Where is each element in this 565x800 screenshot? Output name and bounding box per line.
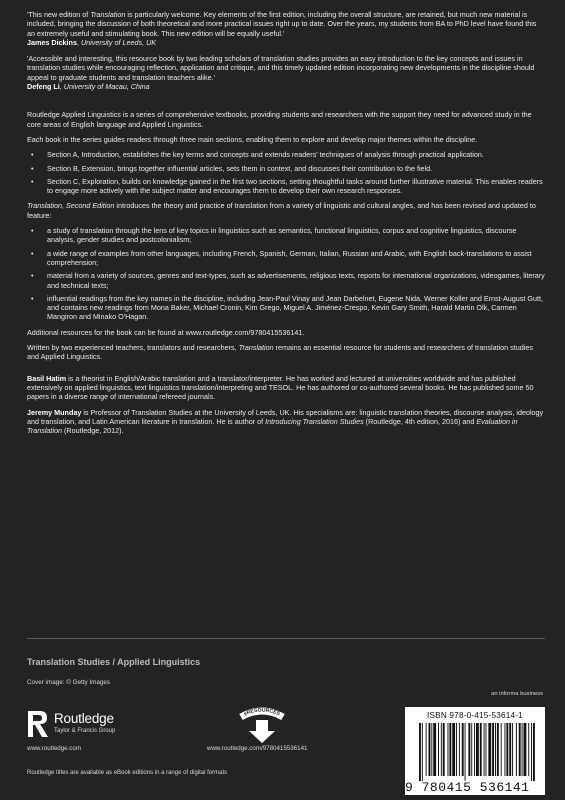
barcode-bar bbox=[471, 723, 472, 776]
reviewer-name: Defeng Li bbox=[27, 82, 60, 92]
reviewer-affiliation: University of Macau, China bbox=[63, 82, 150, 92]
barcode-bar bbox=[505, 723, 506, 776]
review-quote: 'Accessible and interesting, this resource book by two leading scholars of translation studies provides an easy introduction to the key concepts and issues in translation studies while encouraging reflection, application and critique, and this timely updated edition incorporating new developments in the discipline should appeal to graduate students and translation teachers alike.' bbox=[27, 54, 535, 82]
publisher-group: Taylor & Francis Group bbox=[54, 728, 116, 734]
book-title: Introducing Translation Studies bbox=[265, 416, 364, 426]
author-name: Jeremy Munday bbox=[27, 407, 82, 417]
eresources-icon bbox=[235, 703, 289, 745]
back-cover-text bbox=[27, 10, 545, 441]
publisher-website: www.routledge.com bbox=[27, 745, 81, 752]
barcode-bar bbox=[524, 723, 527, 776]
list-item: • Section A, Introduction, establishes the key terms and concepts and extends readers' techniques of analysis through practical application. bbox=[47, 150, 545, 159]
barcode-bar bbox=[438, 723, 439, 776]
barcode-bar bbox=[459, 723, 460, 776]
barcode-bar bbox=[422, 723, 423, 781]
barcode-bar bbox=[516, 723, 517, 776]
barcode-bars bbox=[419, 723, 537, 781]
author-hatim bbox=[27, 374, 545, 402]
subject-category: Translation Studies / Applied Linguistics bbox=[27, 657, 201, 667]
barcode-bar bbox=[512, 723, 513, 776]
list-item: • material from a variety of sources, genres and text-types, such as advertisements, religious texts, reports for international organizations, videogames, literary and technical texts; bbox=[47, 271, 545, 290]
barcode-bar bbox=[480, 723, 482, 776]
informa-tagline: an informa business bbox=[491, 691, 543, 697]
review-li bbox=[27, 54, 545, 91]
barcode-bar bbox=[429, 723, 431, 776]
barcode-bar bbox=[509, 723, 511, 776]
barcode bbox=[405, 707, 545, 795]
reviewer-affiliation: University of Leeds, UK bbox=[80, 37, 157, 47]
list-item: • Section B, Extension, brings together influential articles, sets them in context, and discusses their contribution to the field. bbox=[47, 164, 545, 173]
routledge-r-icon bbox=[27, 710, 49, 738]
list-item: • Section C, Exploration, builds on knowledge gained in the first two sections, setting thoughtful tasks around further illustrative material. This enables readers to engage more actively with the subject matter and encourages them to develop their own research responses. bbox=[47, 177, 545, 196]
barcode-bar bbox=[522, 723, 523, 776]
barcode-bar bbox=[506, 723, 508, 776]
author-name: Basil Hatim bbox=[27, 373, 67, 383]
barcode-bar bbox=[531, 723, 532, 781]
cover-credit: Cover image: © Getty Images bbox=[27, 679, 111, 686]
barcode-bar bbox=[528, 723, 529, 776]
author-bio: is Professor of Translation Studies at the University of Leeds, UK. His specialisms are: linguistic translation theories, discourse analysis, ideology and translation, and Latin American literature in translation. He is author of bbox=[27, 407, 544, 426]
barcode-bar bbox=[452, 723, 455, 776]
barcode-bar bbox=[448, 723, 449, 776]
review-dickins bbox=[27, 10, 545, 47]
book-title: Evaluation in Translation bbox=[27, 416, 518, 436]
barcode-bar bbox=[426, 723, 427, 776]
review-quote bbox=[27, 10, 545, 38]
quote-part: 'This new edition of bbox=[27, 10, 91, 19]
barcode-bar bbox=[449, 723, 451, 776]
ebook-note: Routledge titles are available as eBook editions in a range of digital formats bbox=[27, 770, 228, 776]
author-bio: is a theorist in English/Arabic translation and a translator/interpreter. He has worked and lectured at universities worldwide and has published extensively on applied linguistics, text linguistics translation/interpreting and TESOL. He has authored or co-authored several books. He has published some 50 papers in a diverse range of international refereed journals. bbox=[27, 373, 534, 402]
barcode-bar bbox=[462, 723, 464, 776]
list-item: • a study of translation through the lens of key topics in linguistics such as semantics, functional linguistics, corpus and cognitive linguistics, discourse analysis, gender studies and postcolonialism; bbox=[47, 226, 545, 245]
routledge-logo bbox=[27, 705, 167, 741]
barcode-bar bbox=[501, 723, 502, 776]
barcode-bar bbox=[431, 723, 432, 776]
barcode-bar bbox=[443, 723, 445, 776]
quote-part: is particularly welcome. Key elements of the first edition, including the overall structure, are retained, but much new material is included, bringing the discussion of both theoretical and more practical issues right up to date. Over the years, my students from BA to PhD level have found this an extremely useful and stimulating book. This new edition will be equally useful.' bbox=[27, 10, 537, 38]
written-text: Written by two experienced teachers, translators and researchers, bbox=[27, 343, 239, 353]
eresources-url: www.routledge.com/9780415536141 bbox=[207, 745, 308, 752]
divider bbox=[27, 638, 545, 639]
sections-intro: Each book in the series guides readers through three main sections, enabling them to explore and develop major themes within the discipline. bbox=[27, 134, 478, 144]
barcode-bar bbox=[533, 723, 535, 781]
barcode-bar bbox=[492, 723, 494, 776]
barcode-bar bbox=[495, 723, 496, 776]
barcode-bar bbox=[497, 723, 499, 776]
barcode-bar bbox=[474, 723, 475, 776]
edition-title: Translation, Second Edition bbox=[27, 201, 115, 211]
barcode-bar bbox=[519, 723, 521, 776]
barcode-bar bbox=[465, 723, 466, 781]
barcode-bar bbox=[419, 723, 421, 781]
author-munday bbox=[27, 408, 545, 436]
series-intro: Routledge Applied Linguistics is a series of comprehensive textbooks, providing students and researchers with the support they need for advanced study in the core areas of English language and Applied Linguistics. bbox=[27, 110, 532, 129]
features-list bbox=[27, 226, 545, 322]
barcode-digits: 9 780415 536141 bbox=[405, 780, 530, 795]
reviewer: James Dickins, University of Leeds, UK bbox=[27, 37, 157, 47]
reviewer-name: James Dickins bbox=[27, 37, 77, 47]
barcode-bar bbox=[488, 723, 491, 776]
quote-title: Translation bbox=[90, 10, 126, 19]
barcode-bar bbox=[468, 723, 470, 776]
written-text: remains an essential resource for students and researchers of translation studies and Applied Linguistics. bbox=[27, 343, 533, 362]
barcode-bar bbox=[456, 723, 457, 776]
list-item: • a wide range of examples from other languages, including French, Spanish, German, Italian, Russian and Arabic, with English back-translations to assist comprehension; bbox=[47, 249, 545, 268]
barcode-bar bbox=[486, 723, 487, 776]
edition-intro bbox=[27, 201, 545, 220]
sections-list bbox=[27, 150, 545, 195]
barcode-bar bbox=[484, 723, 485, 776]
edition-intro-text: introduces the theory and practice of translation from a variety of linguistic and cultural angles, and has been revised and updated to feature: bbox=[27, 201, 536, 220]
author-bio: (Routledge, 2012). bbox=[62, 426, 124, 436]
written-by bbox=[27, 343, 545, 362]
additional-resources: Additional resources for the book can be found at www.routledge.com/9780415536141. bbox=[27, 327, 305, 337]
eresources-label: eRESOURCES bbox=[243, 707, 281, 718]
list-item: • influential readings from the key names in the discipline, including Jean-Paul Vinay and Jean Darbelnet, Eugene Nida, Werner Koller and Ernst-August Gutt, and contains new readings from Mona Baker, Michael Cronin, Kim Grego, Miguel A. Jiménez-Crespo, Kevin Gary Smith, Harald Martin Olk, Carmen Mangiron and Minako O'Hagan. bbox=[47, 294, 545, 322]
barcode-bar bbox=[476, 723, 479, 776]
barcode-bar bbox=[441, 723, 442, 776]
author-bio: (Routledge, 4th edition, 2016) and bbox=[363, 416, 477, 426]
publisher-name: Routledge bbox=[54, 711, 114, 726]
barcode-bar bbox=[433, 723, 436, 776]
reviewer: Defeng Li, University of Macau, China bbox=[27, 82, 150, 92]
written-title: Translation bbox=[238, 343, 274, 353]
isbn-text: ISBN 978-0-415-53614-1 bbox=[427, 711, 523, 720]
